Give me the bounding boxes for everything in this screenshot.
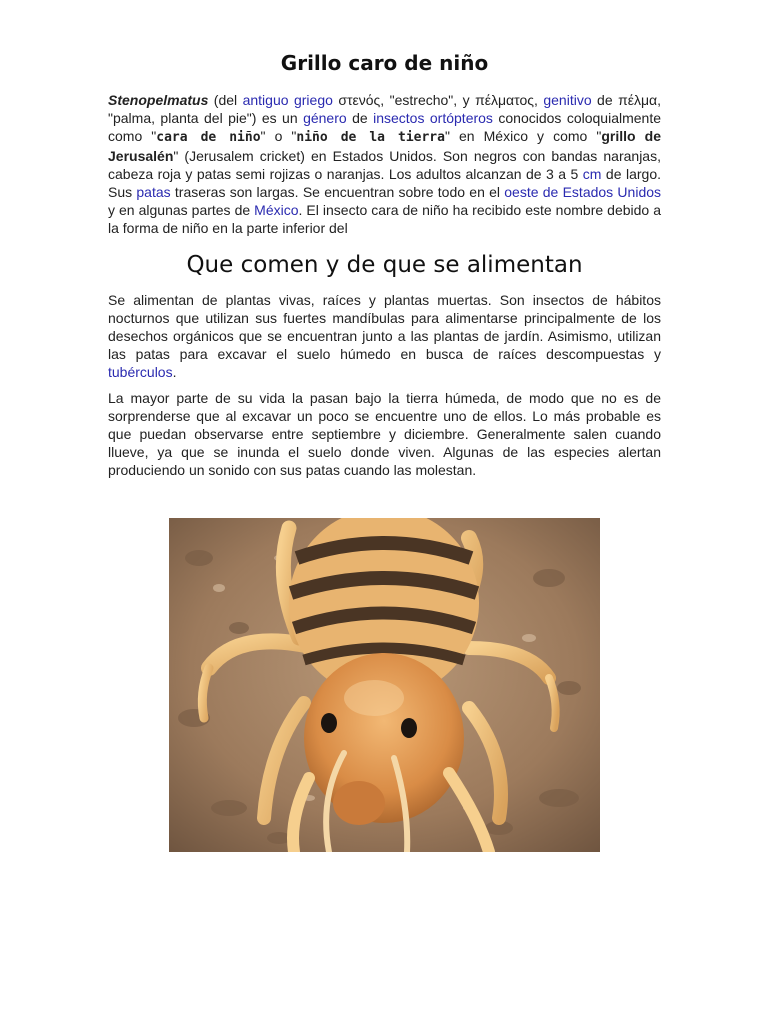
jerusalem-cricket-photo (169, 518, 600, 852)
diet-paragraph: Se alimentan de plantas vivas, raíces y plantas muertas. Son insectos de hábitos nocturnos que utilizan sus fuertes mandíbulas para alimentarse principalmente de los desechos orgánicos que se encuentran junto a las plantas de jardín. Asimismo, utilizan las patas para excavar el suelo húmedo en busca de raíces descompuestas y tubérculos. (108, 292, 661, 380)
intro-paragraph: Stenopelmatus (del antiguo griego στενός, "estrecho", y πέλματος, genitivo de πέλμα, "palma, planta del pie") es un género de insectos ortópteros conocidos coloquialmente como "cara de niño" o "niño de la tierra" en México y como "grillo de Jerusalén" (Jerusalem cricket) en Estados Unidos. Son negros con bandas naranjas, cabeza roja y patas semi rojizas o naranjas. Los adultos alcanzan de 3 a 5 cm de largo. Sus patas traseras son largas. Se encuentran sobre todo en el oeste de Estados Unidos y en algunas partes de México. El insecto cara de niño ha recibido este nombre debido a la forma de niño en la parte inferior del (108, 92, 662, 236)
document-content (108, 50, 661, 487)
greek-word-stenos: στενός, (338, 92, 385, 108)
page-title: Grillo caro de niño (280, 51, 489, 75)
greek-word-pelmatos: πέλματος, (475, 92, 538, 108)
bold-cara-de-nino: cara de niño (156, 130, 261, 145)
link-mexico[interactable]: México (254, 202, 299, 218)
bold-grillo-de-jerusalen: grillo de Jerusalén (108, 128, 661, 164)
link-ortopteros[interactable]: ortópteros (429, 110, 493, 126)
link-cm[interactable]: cm (582, 166, 602, 182)
link-antiguo[interactable]: antiguo (242, 92, 289, 108)
genus-name: Stenopelmatus (108, 92, 209, 108)
left-eye (321, 713, 337, 733)
link-griego[interactable]: griego (293, 92, 333, 108)
link-patas[interactable]: patas (136, 184, 171, 200)
link-genitivo[interactable]: genitivo (543, 92, 592, 108)
link-insectos[interactable]: insectos (373, 110, 425, 126)
right-eye (401, 718, 417, 738)
greek-word-pelma: πέλμα, (618, 92, 662, 108)
section-heading: Que comen y de que se alimentan (186, 252, 583, 278)
link-genero[interactable]: género (303, 110, 347, 126)
link-tuberculos[interactable]: tubérculos (108, 364, 173, 380)
link-oeste-de-estados-unidos[interactable]: oeste de Estados Unidos (504, 184, 662, 200)
bold-nino-de-la-tierra: niño de la tierra (296, 130, 445, 145)
insect-illustration (169, 518, 600, 852)
habitat-paragraph: La mayor parte de su vida la pasan bajo la tierra húmeda, de modo que no es de sorprenderse que al excavar un poco se encuentre uno de ellos. Lo más probable es que puedan observarse entre septiembre y diciembre. Generalmente salen cuando llueve, ya que se inunda el suelo donde viven. Algunas de las especies alertan produciendo un sonido con sus patas cuando las molestan. (108, 390, 661, 478)
